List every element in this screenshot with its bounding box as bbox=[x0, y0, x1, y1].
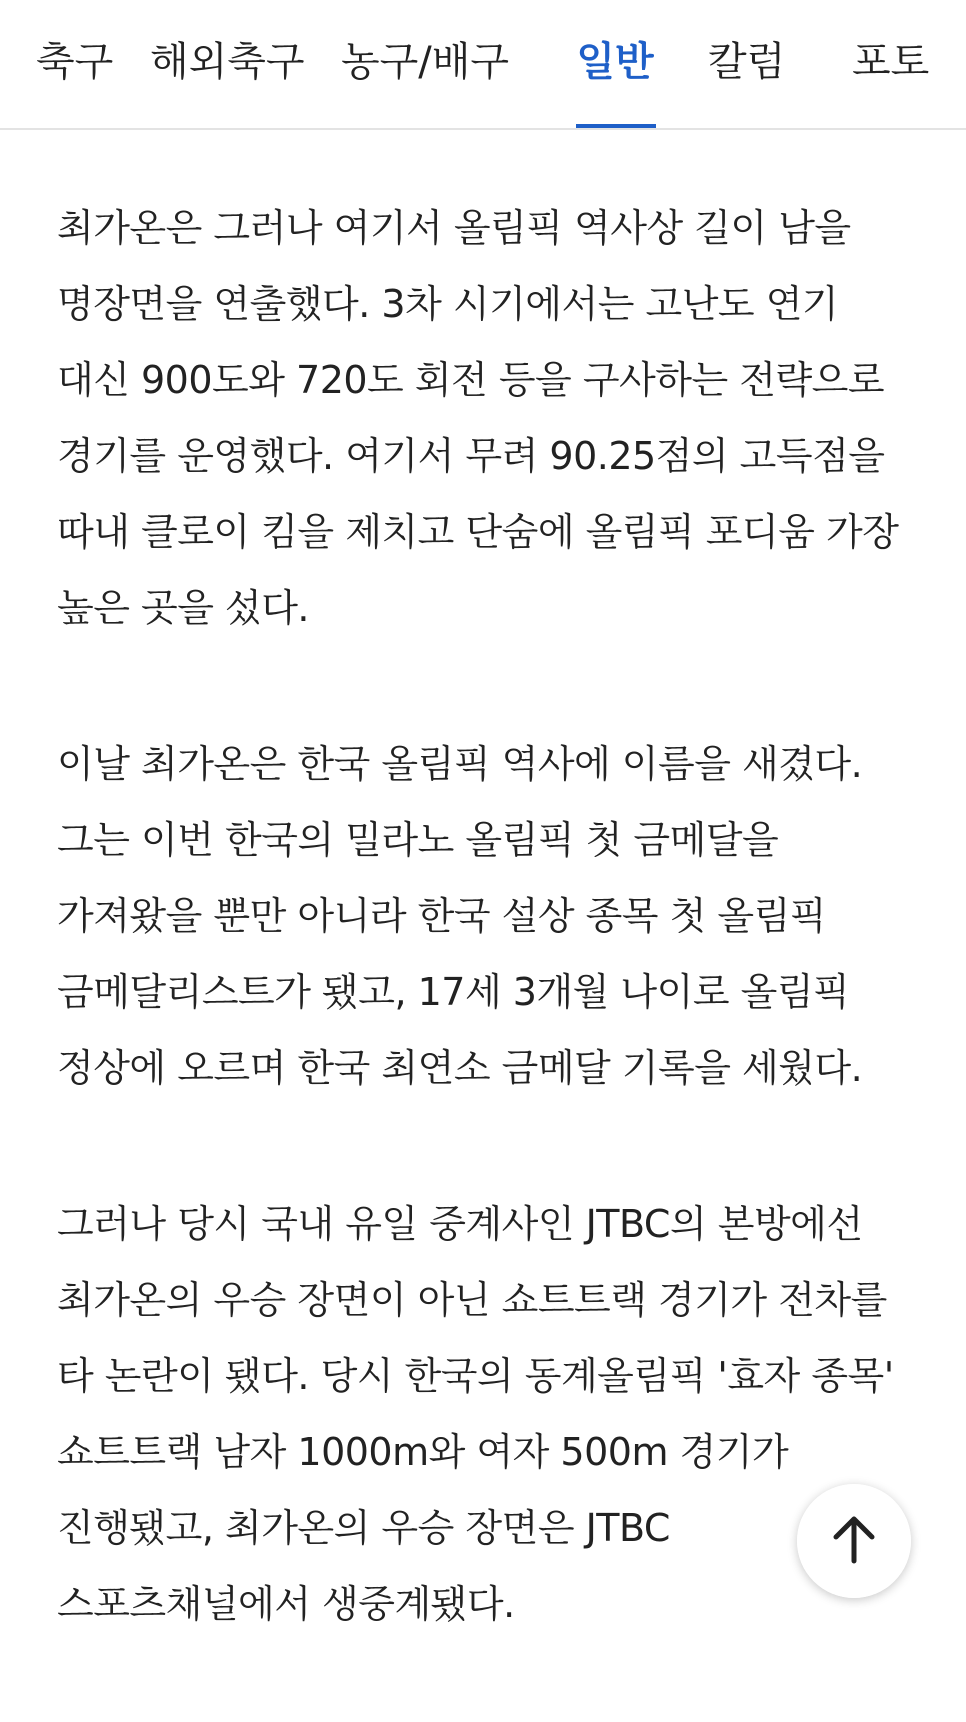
active-tab-indicator bbox=[576, 124, 656, 128]
article-paragraph: 그러나 당시 국내 유일 중계사인 JTBC의 본방에선 최가온의 우승 장면이 아닌 쇼트트랙 경기가 전차를 타 논란이 됐다. 당시 한국의 동계올림픽 '효자 종목' 쇼트트랙 남자 1000m와 여자 500m 경기가 진행됐고, 최가온의 우승 장면은 JTBC 스포츠채널에서 생중계됐다. bbox=[57, 1202, 894, 1626]
category-tab-bar bbox=[0, 0, 966, 130]
article-body bbox=[57, 190, 917, 1722]
scroll-to-top-button[interactable] bbox=[797, 1484, 911, 1598]
tab-general[interactable]: 일반 bbox=[576, 39, 654, 85]
article-paragraph: 최가온은 그러나 여기서 올림픽 역사상 길이 남을 명장면을 연출했다. 3차 시기에서는 고난도 연기 대신 900도와 720도 회전 등을 구사하는 전략으로 경기를 운영했다. 여기서 무려 90.25점의 고득점을 따내 클로이 킴을 제치고 단숨에 올림픽 포디움 가장 높은 곳을 섰다. bbox=[57, 206, 899, 630]
tab-overseas-soccer[interactable]: 해외축구 bbox=[150, 39, 305, 85]
tab-photo[interactable]: 포토 bbox=[852, 39, 930, 85]
tab-basketball-volleyball[interactable]: 농구/배구 bbox=[340, 39, 510, 85]
arrow-up-icon bbox=[831, 1513, 877, 1569]
article-paragraph: 이날 최가온은 한국 올림픽 역사에 이름을 새겼다. 그는 이번 한국의 밀라노 올림픽 첫 금메달을 가져왔을 뿐만 아니라 한국 설상 종목 첫 올림픽 금메달리스트가 됐고, 17세 3개월 나이로 올림픽 정상에 오르며 한국 최연소 금메달 기록을 세웠다. bbox=[57, 742, 863, 1090]
tab-column[interactable]: 칼럼 bbox=[708, 39, 786, 85]
tab-soccer[interactable]: 축구 bbox=[36, 39, 114, 85]
